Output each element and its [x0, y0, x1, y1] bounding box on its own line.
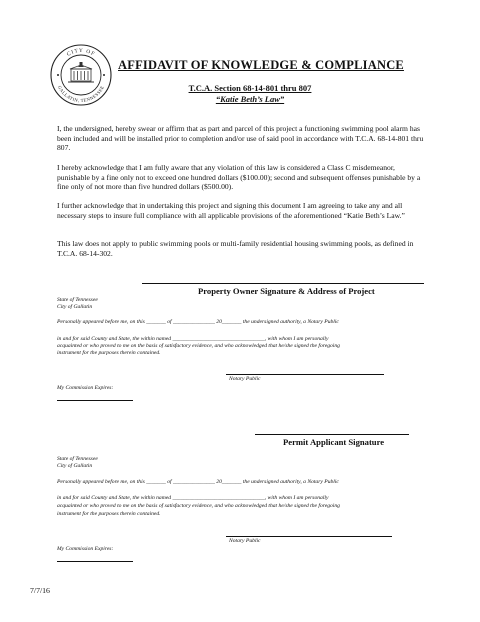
owner-notary-signature-line[interactable] [226, 374, 384, 375]
paragraph-exemption: This law does not apply to public swimming pools or multi-family residential housing swimming pools, as defined in T.C.A. 68-14-302. [57, 239, 414, 258]
applicant-appeared-text: Personally appeared before me, on this _______ of _______________ 20_______ the undersigned authority, a Notary Public [57, 479, 339, 485]
owner-signature-line[interactable] [142, 283, 424, 284]
applicant-notary-signature-line[interactable] [226, 536, 392, 537]
owner-city: City of Gallatin [57, 304, 93, 310]
applicant-named-line-1: in and for said County and State, the within named _________________________________, with whom I am personally [57, 495, 329, 501]
applicant-city: City of Gallatin [57, 463, 93, 469]
owner-state: State of Tennessee [57, 297, 98, 303]
owner-named-line-1: in and for said County and State, the within named _________________________________, with whom I am personally [57, 336, 329, 342]
applicant-commission-line[interactable] [57, 561, 133, 562]
owner-named-line-3: instrument for the purposes therein contained. [57, 350, 161, 356]
applicant-state: State of Tennessee [57, 456, 98, 462]
paragraph-pool-alarm: I, the undersigned, hereby swear or affirm that as part and parcel of this project a functioning swimming pool alarm has been included and will be installed prior to completion and/or use of said pool in accordance with T.C.A. 68-14-801 thru 807. [57, 124, 424, 153]
document-title: AFFIDAVIT OF KNOWLEDGE & COMPLIANCE [118, 58, 404, 72]
owner-signature-label: Property Owner Signature & Address of Project [198, 286, 375, 296]
owner-notary-label: Notary Public [229, 376, 261, 382]
applicant-named-line-2: acquainted or who proved to me on the basis of satisfactory evidence, and who acknowledged that he/she signed the foregoing [57, 503, 340, 509]
svg-text:CITY OF: CITY OF [65, 47, 97, 58]
applicant-signature-line[interactable] [255, 434, 409, 435]
applicant-named-line-3: instrument for the purposes therein contained. [57, 511, 161, 517]
paragraph-compliance: I further acknowledge that in undertaking this project and signing this document I am agreeing to take any and all necessary steps to insure full compliance with all applicable provisions of the aforementioned “Katie Beth’s Law.” [57, 201, 405, 220]
svg-text:GALLATIN, TENNESSEE: GALLATIN, TENNESSEE [56, 84, 106, 104]
revision-date: 7/7/16 [30, 586, 50, 595]
owner-named-line-2: acquainted or who proved to me on the basis of satisfactory evidence, and who acknowledged that he/she signed the foregoing [57, 343, 340, 349]
owner-commission-line[interactable] [57, 400, 133, 401]
applicant-signature-label: Permit Applicant Signature [283, 437, 385, 447]
applicant-notary-label: Notary Public [229, 538, 261, 544]
law-name: “Katie Beth’s Law” [215, 94, 285, 104]
owner-appeared-text: Personally appeared before me, on this _______ of _______________ 20_______ the undersigned authority, a Notary Public [57, 319, 339, 325]
paragraph-violation: I hereby acknowledge that I am fully aware that any violation of this law is considered a Class C misdemeanor, punishable by a fine only not to exceed one hundred dollars ($100.00); second and subsequent offenses punishable by a fine only of not more than five hundred dollars ($500.00). [57, 163, 421, 192]
applicant-commission-label: My Commission Expires: [57, 546, 114, 552]
statute-reference: T.C.A. Section 68-14-801 thru 807 [188, 83, 312, 93]
owner-commission-label: My Commission Expires: [57, 385, 114, 391]
